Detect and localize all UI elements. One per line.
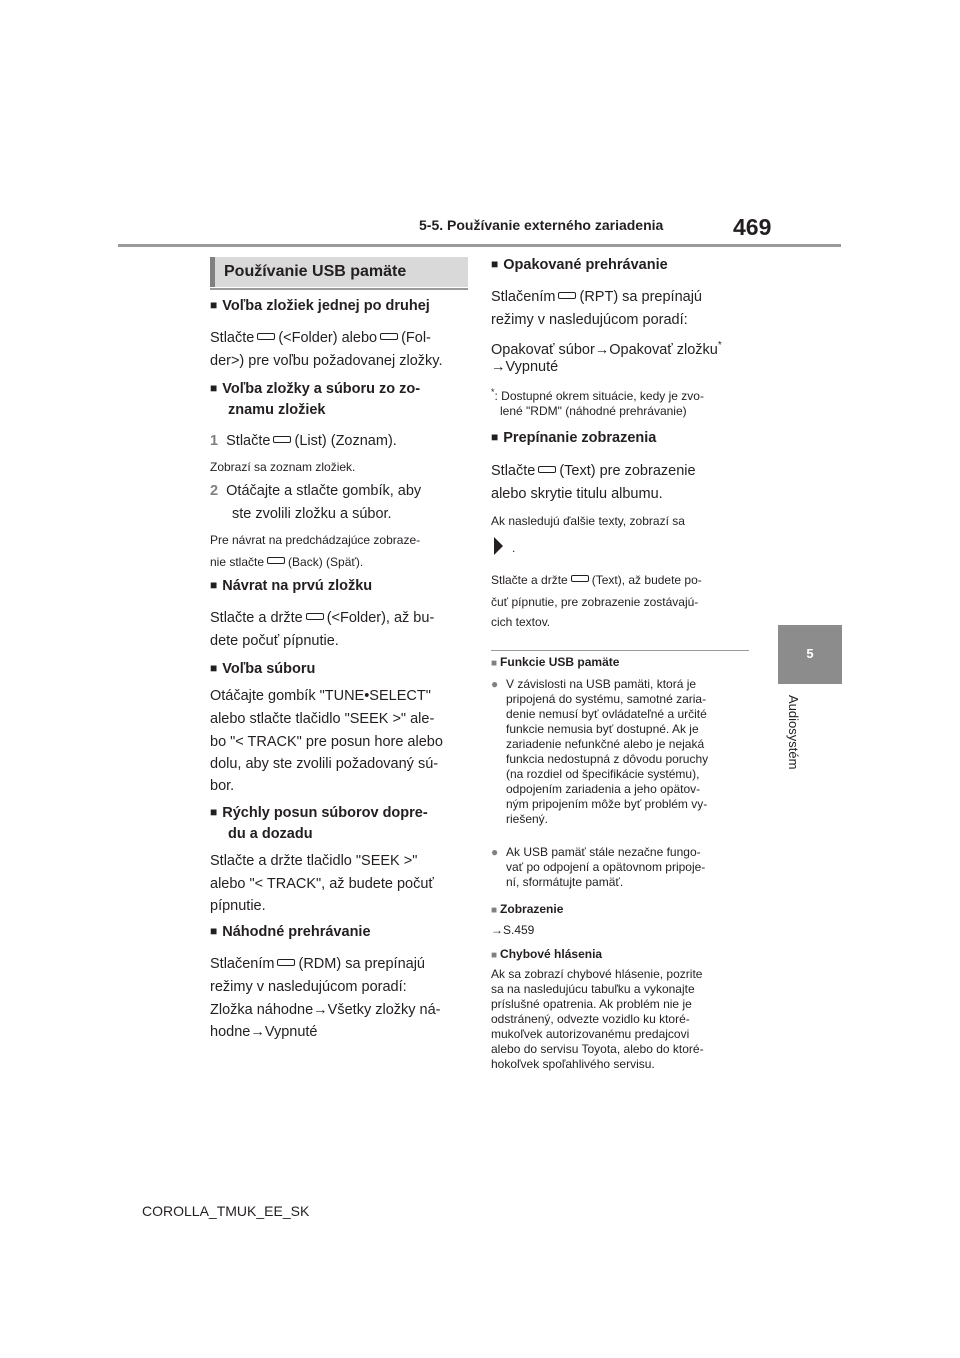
line: odpojením zariadenia a jeho opätov-: [506, 782, 701, 796]
heading-repeat: [491, 257, 668, 273]
line: sa na nasledujúcu tabuľku a vykonajte: [491, 982, 695, 996]
section-rule: [210, 288, 468, 290]
page-number: 469: [733, 214, 772, 240]
heading-display-toggle: [491, 430, 656, 446]
header-rule: [118, 244, 841, 247]
text: (<Folder), až bu-: [326, 610, 435, 626]
heading-file-select: [210, 661, 315, 677]
paragraph-line: dete počuť pípnutie.: [210, 633, 339, 649]
line: ným pripojením môže byť problém vy-: [506, 797, 708, 811]
text: Stlačte: [210, 330, 255, 346]
text: Stlačte: [491, 463, 536, 479]
paragraph-line: Otáčajte gombík "TUNE•SELECT": [210, 688, 431, 704]
line: vať po odpojení a opätovnom pripoje-: [506, 860, 706, 874]
step-2-cont: ste zvolili zložku a súbor.: [232, 506, 392, 522]
note-heading-display: [491, 902, 563, 916]
heading-fast-seek: [210, 805, 428, 821]
line: (na rozdiel od špecifikácie systému),: [506, 767, 700, 781]
step-note: [210, 554, 363, 570]
step-note: Pre návrat na predchádzajúce zobraze-: [210, 533, 421, 547]
line: odstránený, odvezte vozidlo ku ktoré-: [491, 1012, 690, 1026]
small-text: Ak nasledujú ďalšie texty, zobrazí sa: [491, 514, 685, 528]
page-reference: →S.459: [491, 923, 535, 937]
text: (List) (Zoznam).: [294, 433, 397, 449]
text: (Back) (Späť).: [288, 555, 364, 569]
line: funkcie nemusia byť dostupné. Ak je: [506, 722, 699, 736]
text: : Dostupné okrem situácie, kedy je zvo-: [494, 389, 704, 403]
line: funkcia nedostupná z dôvodu poruchy: [506, 752, 709, 766]
heading-random: [210, 924, 371, 940]
button-icon: [571, 575, 589, 582]
bullet-icon: ●: [491, 677, 499, 691]
bullet-icon: ●: [491, 845, 499, 859]
button-icon: [306, 613, 324, 620]
paragraph-line: režimy v nasledujúcom poradí:: [491, 312, 688, 328]
heading-text: Voľba zložiek jednej po druhej: [222, 298, 430, 314]
paragraph-line: alebo "< TRACK", až budete počuť: [210, 876, 434, 892]
heading-text: Zobrazenie: [500, 902, 564, 916]
text: Stlačením: [210, 956, 275, 972]
heading-text: Voľba zložky a súboru zo zo-: [222, 381, 421, 397]
text: (RDM) sa prepínajú: [298, 956, 425, 972]
text: Stlačte: [226, 433, 271, 449]
paragraph-line: bo "< TRACK" pre posun hore alebo: [210, 734, 443, 750]
heading-text: Náhodné prehrávanie: [222, 924, 371, 940]
text: (<Folder) alebo: [278, 330, 378, 346]
paragraph-line: Stlačte a držte tlačidlo "SEEK >": [210, 853, 418, 869]
heading-folder-list: [210, 381, 420, 397]
paragraph-line: pípnutie.: [210, 898, 266, 914]
paragraph: [491, 286, 702, 309]
bullet-list-item: [491, 845, 753, 889]
text: nie stlačte: [210, 555, 265, 569]
heading-text-cont: znamu zložiek: [228, 402, 326, 418]
heading-text: Rýchly posun súborov dopre-: [222, 805, 428, 821]
button-icon: [273, 436, 291, 443]
step-number: 2: [210, 483, 219, 499]
button-icon: [558, 292, 576, 299]
paragraph-line: režimy v nasledujúcom poradí:: [210, 979, 407, 995]
paragraph-line: alebo skrytie titulu albumu.: [491, 486, 663, 502]
text: (Text), až budete po-: [591, 573, 702, 587]
line: denie nemusí byť ovládateľné a určité: [506, 707, 707, 721]
text: Stlačte a držte: [491, 573, 568, 587]
footnote-cont: lené "RDM" (náhodné prehrávanie): [500, 404, 687, 418]
step-2: [210, 480, 421, 503]
line: hokoľvek spoľahlivého servisu.: [491, 1057, 655, 1071]
button-icon: [538, 466, 556, 473]
text: (Fol-: [401, 330, 431, 346]
paragraph-line: Zložka náhodne→Všetky zložky ná-: [210, 1002, 441, 1018]
notes-rule: [491, 650, 749, 651]
line: alebo do servisu Toyota, alebo do ktoré-: [491, 1042, 704, 1056]
heading-text: Opakované prehrávanie: [503, 257, 668, 273]
section-title: Používanie USB pamäte: [210, 257, 468, 287]
paragraph-line: dolu, aby ste zvolili požadovaný sú-: [210, 756, 439, 772]
line: mukoľvek autorizovanému predajcovi: [491, 1027, 690, 1041]
paragraph: [210, 953, 425, 976]
text: (RPT) sa prepínajú: [579, 289, 702, 305]
heading-folder-step: [210, 298, 430, 314]
step-number: 1: [210, 433, 219, 449]
paragraph-line: alebo stlačte tlačidlo "SEEK >" ale-: [210, 711, 435, 727]
note-paragraph: [491, 967, 704, 1072]
small-text: čuť pípnutie, pre zobrazenie zostávajú-: [491, 595, 699, 609]
line: zariadenie nefunkčné alebo je nejaká: [506, 737, 705, 751]
footnote-mark: *: [717, 340, 722, 351]
paragraph: [491, 460, 696, 483]
document-code: COROLLA_TMUK_EE_SK: [142, 1203, 310, 1219]
running-header-section: 5-5. Používanie externého zariadenia: [419, 217, 664, 233]
line: pripojená do systému, samotné zaria-: [506, 692, 707, 706]
paragraph: [210, 327, 431, 350]
heading-text: Funkcie USB pamäte: [500, 655, 620, 669]
heading-text: Prepínanie zobrazenia: [503, 430, 657, 446]
arrow-right-icon: [494, 537, 503, 555]
paragraph-line: der>) pre voľbu požadovanej zložky.: [210, 353, 443, 369]
paragraph-line: hodne→Vypnuté: [210, 1024, 318, 1040]
heading-first-folder: [210, 578, 372, 594]
button-icon: [277, 959, 295, 966]
note-heading-usb-functions: [491, 655, 619, 669]
button-icon: [257, 333, 275, 340]
heading-text: Voľba súboru: [222, 661, 316, 677]
note-heading-errors: [491, 947, 602, 961]
paragraph-line: bor.: [210, 778, 235, 794]
button-icon: [267, 557, 285, 564]
heading-text-cont: du a dozadu: [228, 826, 313, 842]
heading-text: Chybové hlásenia: [500, 947, 603, 961]
line: riešený.: [506, 812, 549, 826]
chapter-tab: 5: [778, 625, 842, 684]
paragraph-line: →Vypnuté: [491, 359, 559, 375]
button-icon: [380, 333, 398, 340]
small-text: cich textov.: [491, 615, 551, 629]
footnote-mark: *: [491, 387, 495, 397]
step-1: [210, 430, 397, 453]
step-note: Zobrazí sa zoznam zložiek.: [210, 460, 356, 474]
line: Ak sa zobrazí chybové hlásenie, pozrite: [491, 967, 703, 981]
text: Opakovať súbor→Opakovať zložku: [491, 341, 718, 358]
small-text: [491, 572, 702, 588]
bullet-list-item: [491, 677, 753, 826]
small-text: .: [512, 541, 516, 555]
footnote: [491, 384, 704, 404]
paragraph: [210, 607, 434, 630]
line: Ak USB pamäť stále nezačne fungo-: [506, 845, 701, 859]
chapter-tab-label: Audiosystém: [786, 695, 801, 770]
heading-text: Návrat na prvú zložku: [222, 578, 373, 594]
text: Stlačte a držte: [210, 610, 303, 626]
line: ní, sformátujte pamäť.: [506, 875, 624, 889]
line: V závislosti na USB pamäti, ktorá je: [506, 677, 697, 691]
line: príslušné opatrenia. Ak problém nie je: [491, 997, 692, 1011]
text: (Text) pre zobrazenie: [559, 463, 696, 479]
text: Stlačením: [491, 289, 556, 305]
text: Otáčajte a stlačte gombík, aby: [226, 483, 422, 499]
